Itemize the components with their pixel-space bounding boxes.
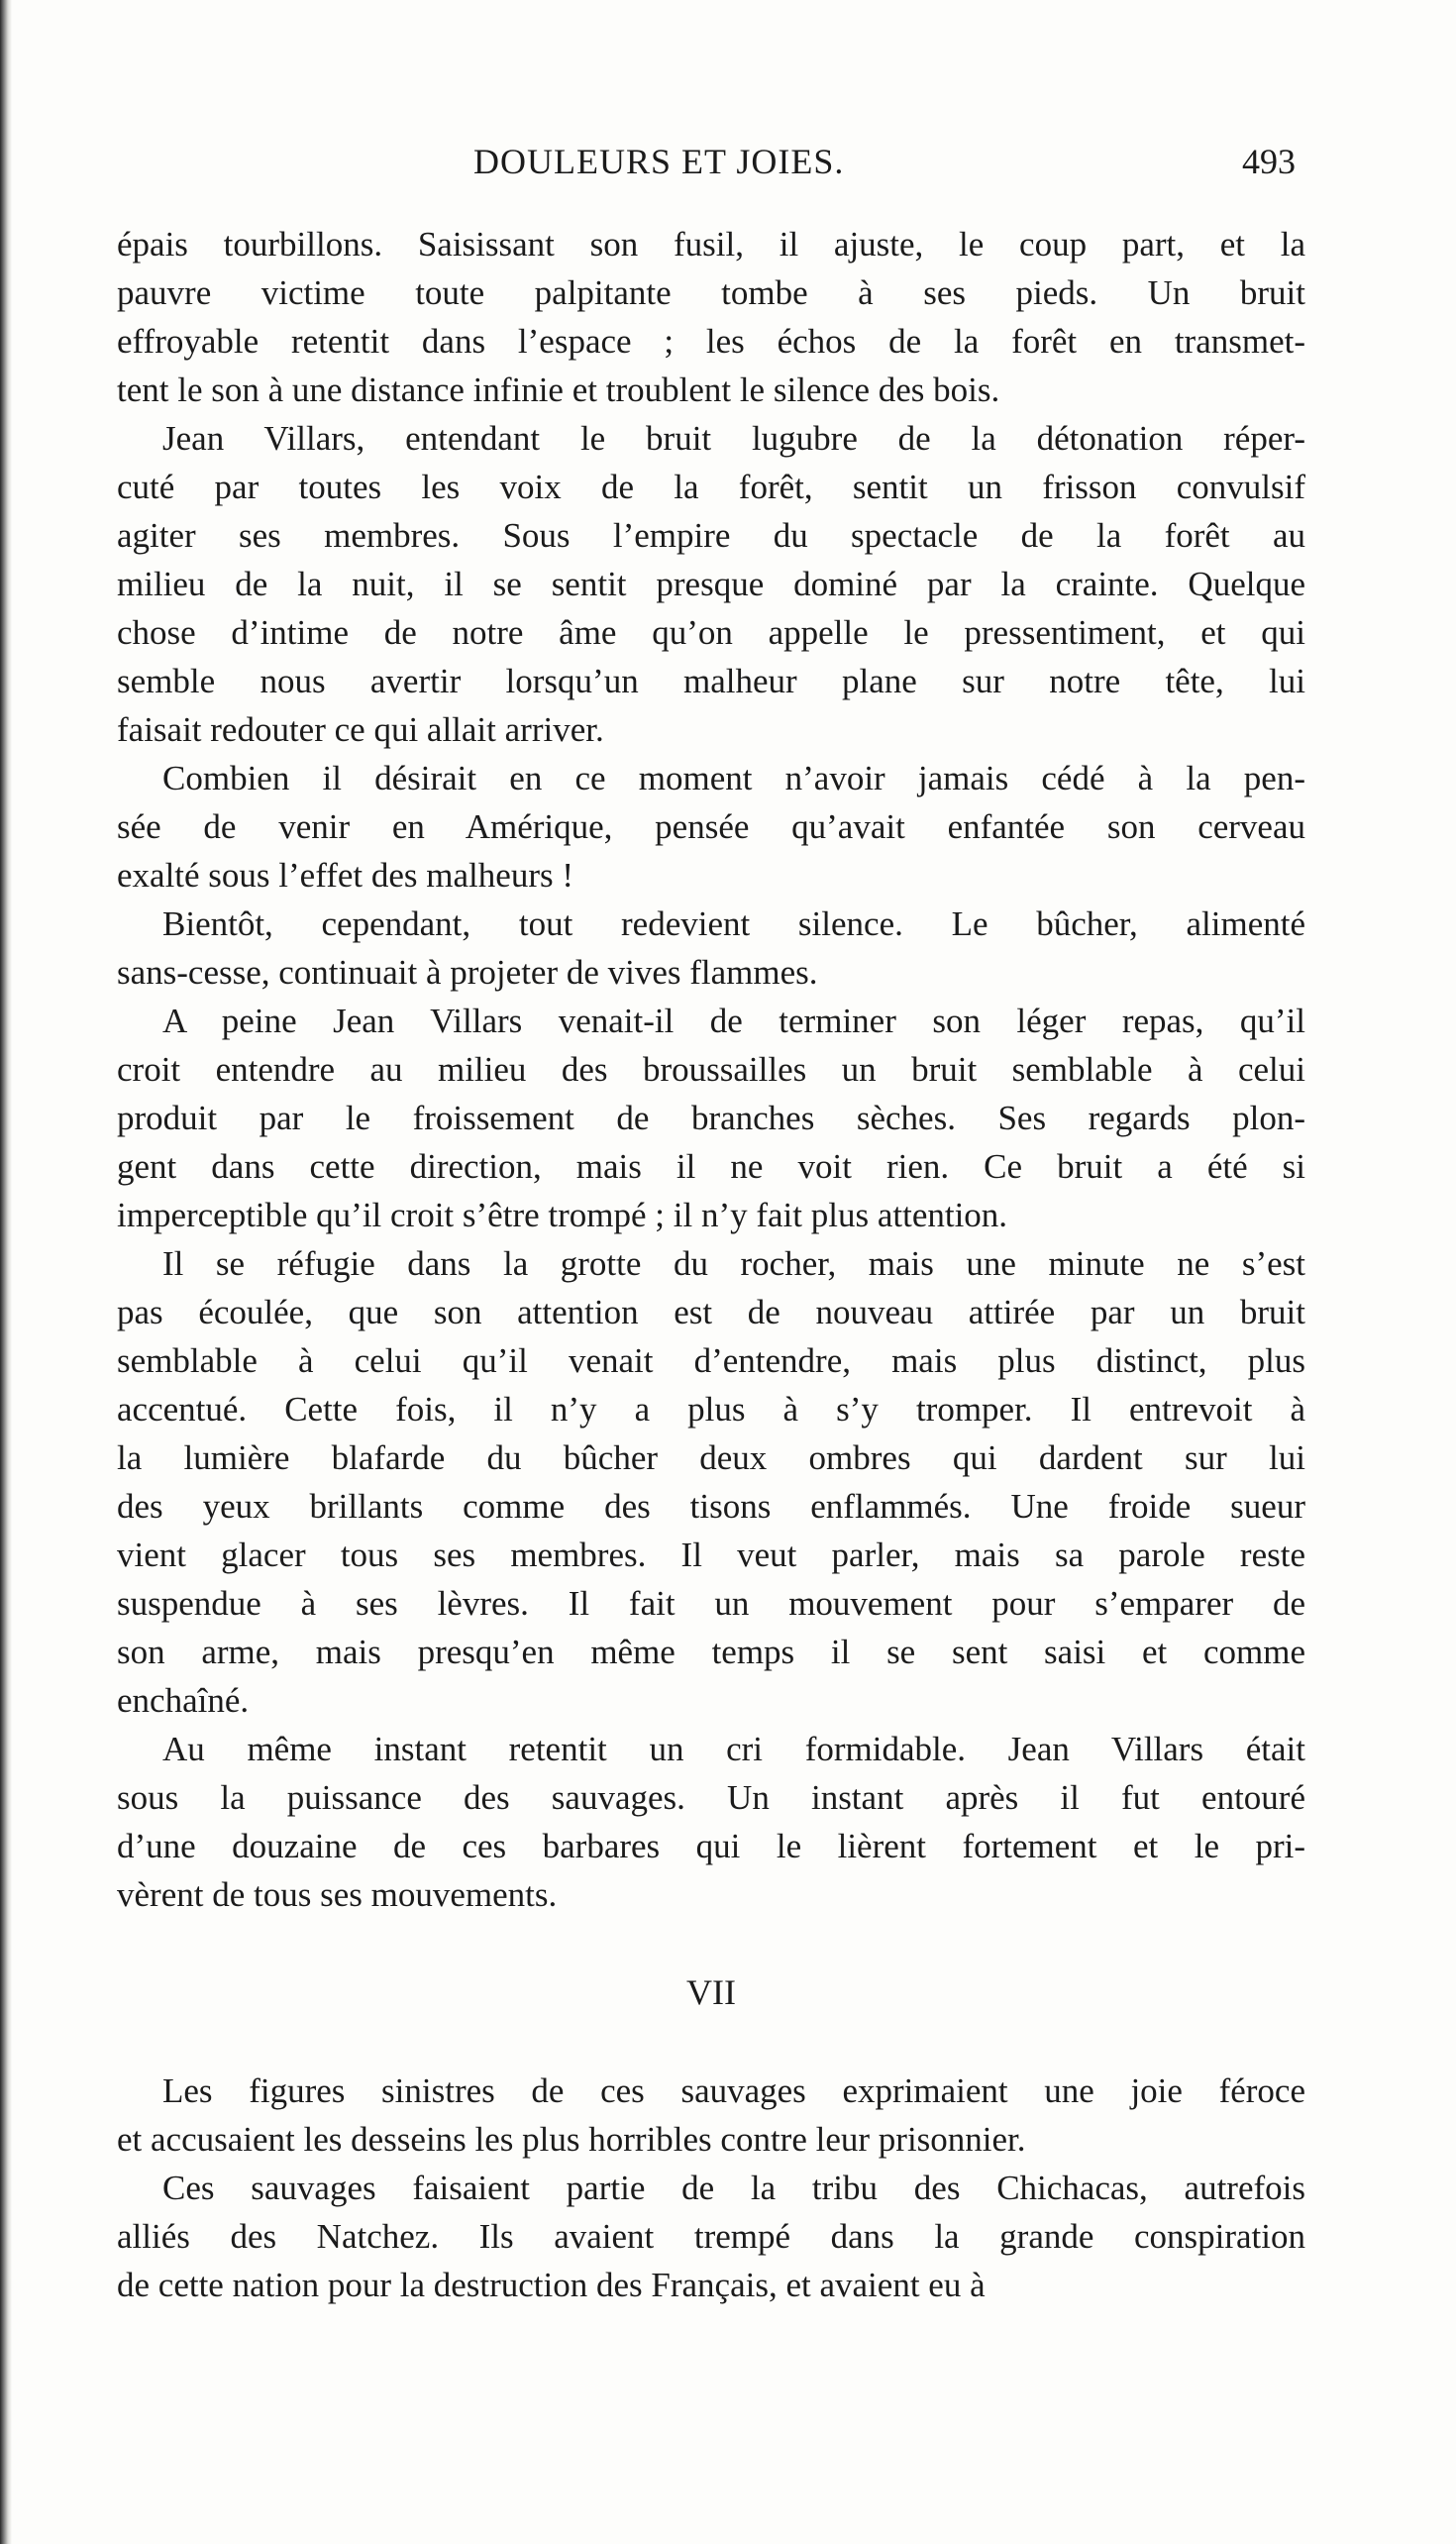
text-line: enchaîné. [117,1681,250,1720]
text-line: Les figures sinistres de ces sauvages exprimaient une joie féroce [162,2071,1305,2110]
text-line: alliés des Natchez. Ils avaient trempé dans la grande conspiration [117,2217,1305,2256]
page-header [117,141,1305,200]
text-line: pauvre victime toute palpitante tombe à ses pieds. Un bruit [117,273,1305,312]
page-number: 493 [1242,142,1296,181]
paragraph [117,754,1305,900]
paragraph [117,2164,1305,2309]
text-line: croit entendre au milieu des broussailles un bruit semblable à celui [117,1050,1305,1089]
paragraph [117,220,1305,414]
text-line: pas écoulée, que son attention est de nouveau attirée par un bruit [117,1293,1305,1331]
text-line: tent le son à une distance infinie et troublent le silence des bois. [117,371,1000,409]
text-line: exalté sous l’effet des malheurs ! [117,856,573,895]
text-line: et accusaient les desseins les plus horribles contre leur prisonnier. [117,2120,1026,2159]
text-line: son arme, mais presqu’en même temps il se sent saisi et comme [117,1633,1305,1671]
page-binding-edge [0,0,12,2544]
text-line: accentué. Cette fois, il n’y a plus à s’y tromper. Il entrevoit à [117,1390,1305,1429]
paragraphs-after-section [117,2067,1305,2309]
text-line: vient glacer tous ses membres. Il veut parler, mais sa parole reste [117,1536,1305,1574]
text-line: Combien il désirait en ce moment n’avoir jamais cédé à la pen- [162,759,1305,797]
text-line: gent dans cette direction, mais il ne voit rien. Ce bruit a été si [117,1147,1305,1186]
text-line: chose d’intime de notre âme qu’on appelle le pressentiment, et qui [117,613,1305,652]
text-line: A peine Jean Villars venait-il de terminer son léger repas, qu’il [162,1002,1305,1040]
paragraph [117,1239,1305,1725]
paragraph [117,997,1305,1239]
text-line: semblable à celui qu’il venait d’entendre, mais plus distinct, plus [117,1341,1305,1380]
text-line: d’une douzaine de ces barbares qui le lièrent fortement et le pri- [117,1827,1305,1865]
paragraph [117,1725,1305,1919]
text-line: produit par le froissement de branches sèches. Ses regards plon- [117,1099,1305,1137]
running-title: DOULEURS ET JOIES. [473,142,845,181]
paragraph [117,2067,1305,2164]
paragraph [117,414,1305,754]
text-line: la lumière blafarde du bûcher deux ombres qui dardent sur lui [117,1438,1305,1477]
text-line: sée de venir en Amérique, pensée qu’avait enfantée son cerveau [117,807,1305,846]
body-text [117,220,1305,2309]
text-line: cuté par toutes les voix de la forêt, sentit un frisson convulsif [117,468,1305,506]
text-line: Jean Villars, entendant le bruit lugubre de la détonation réper- [162,419,1305,458]
text-line: de cette nation pour la destruction des Français, et avaient eu à [117,2266,986,2304]
text-line: Bientôt, cependant, tout redevient silence. Le bûcher, alimenté [162,904,1305,943]
section-heading: VII [686,1972,736,2012]
text-line: faisait redouter ce qui allait arriver. [117,710,604,749]
text-line: agiter ses membres. Sous l’empire du spectacle de la forêt au [117,516,1305,555]
text-line: Ces sauvages faisaient partie de la tribu des Chichacas, autrefois [162,2169,1305,2207]
text-line: Au même instant retentit un cri formidable. Jean Villars était [162,1730,1305,1768]
text-line: milieu de la nuit, il se sentit presque dominé par la crainte. Quelque [117,565,1305,603]
text-line: effroyable retentit dans l’espace ; les échos de la forêt en transmet- [117,322,1305,361]
paragraph [117,900,1305,997]
text-line: vèrent de tous ses mouvements. [117,1875,558,1914]
text-line: semble nous avertir lorsqu’un malheur plane sur notre tête, lui [117,662,1305,700]
text-line: suspendue à ses lèvres. Il fait un mouvement pour s’emparer de [117,1584,1305,1623]
text-line: sous la puissance des sauvages. Un instant après il fut entouré [117,1778,1305,1817]
text-line: sans-cesse, continuait à projeter de vives flammes. [117,953,818,992]
text-line: Il se réfugie dans la grotte du rocher, mais une minute ne s’est [162,1244,1305,1283]
text-line: épais tourbillons. Saisissant son fusil, il ajuste, le coup part, et la [117,225,1305,264]
text-line: des yeux brillants comme des tisons enflammés. Une froide sueur [117,1487,1305,1526]
text-line: imperceptible qu’il croit s’être trompé ; il n’y fait plus attention. [117,1196,1008,1234]
paragraphs-before-section [117,220,1305,1919]
